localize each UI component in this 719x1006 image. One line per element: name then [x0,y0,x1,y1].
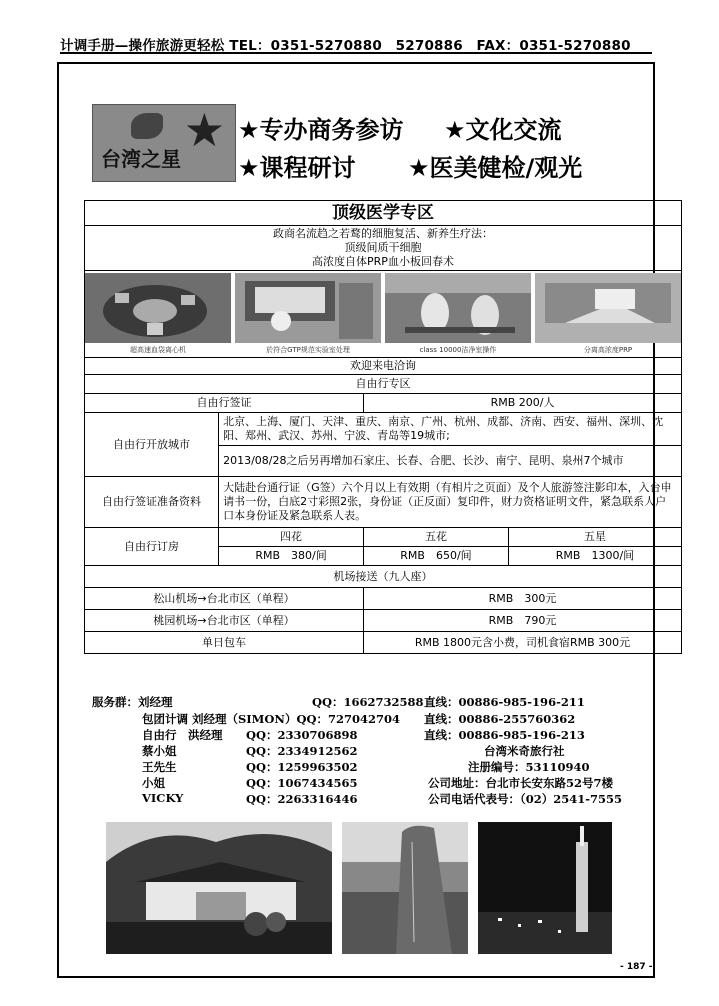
palace-museum-photo [106,822,332,954]
table-title: 顶级医学专区 [85,201,682,226]
intro-text [85,226,682,271]
centrifuge-photo [85,273,231,355]
bird-icon [131,113,163,139]
transfer-price: RMB 300元 [364,588,682,610]
service-qq: QQ：1662732588 [312,695,424,709]
transfer-price: RMB 1800元含小费，司机食宿RMB 300元 [364,632,682,654]
contact-qq: QQ：1259963502 [246,760,358,774]
docs-label: 自由行签证准备资料 [85,477,219,528]
logo-text: 台湾之星 [101,147,181,171]
star-icon: ★ [183,104,225,157]
transfer-title: 机场接送（九人座） [85,566,682,588]
group-label: 包团计调 刘经理（SIMON）QQ：727042704 [142,712,400,726]
photo-caption: 超高速血袋离心机 [130,346,186,354]
medical-photos [85,271,682,358]
service-tel: 直线：00886-985-196-211 [424,695,585,709]
taipei-101-photo [478,822,612,954]
contact-name: 蔡小姐 [142,744,177,758]
cities-label: 自由行开放城市 [85,413,219,477]
hotel-price: RMB 380/间 [219,547,364,566]
free-tel: 直线：00886-985-196-213 [424,728,585,742]
service-label: 服务群：刘经理 [92,695,173,709]
hotel-header: 四花 [219,528,364,547]
prp-separation-photo [535,273,681,355]
page-header: 计调手册—操作旅游更轻松 TEL：0351-5270880 5270886 FAX：0351-5270880 [60,38,631,54]
agency-name: 台湾米奇旅行社 [484,744,565,758]
photo-caption: 於符合GTP规范实验室处理 [266,346,350,354]
services-table [84,200,682,654]
transfer-route: 桃园机场→台北市区（单程） [85,610,364,632]
slogan-medical: ★医美健检/观光 [408,154,583,182]
contact-qq: QQ：1067434565 [246,776,358,790]
free-qq: QQ：2330706898 [246,728,358,742]
cities-added: 2013/08/28之后另再增加石家庄、长春、合肥、长沙、南宁、昆明、泉州7个城市 [219,446,682,477]
registration-number: 注册编号：53110940 [468,760,590,774]
intro-line: 政商名流趋之若鹜的细胞复活、新养生疗法： [273,227,493,240]
free-label: 自由行 洪经理 [142,728,223,742]
section-title: 自由行专区 [85,375,682,394]
contact-name: 王先生 [142,760,177,774]
contact-qq: QQ：2334912562 [246,744,358,758]
slogan-business: ★专办商务参访 [238,116,404,144]
photo-caption: class 10000洁净室操作 [419,346,497,354]
contact-name: VICKY [142,791,184,805]
intro-line: 高浓度自体PRP血小板回春术 [312,255,454,268]
hotel-price: RMB 1300/间 [508,547,681,566]
photo-caption: 分离高浓度PRP [583,346,633,354]
transfer-price: RMB 790元 [364,610,682,632]
cleanroom-photo [385,273,531,355]
page-number: - 187 - [620,962,653,972]
transfer-route: 松山机场→台北市区（单程） [85,588,364,610]
visa-label: 自由行签证 [85,394,364,413]
company-address: 公司地址：台北市长安东路52号7楼 [428,776,614,790]
company-tel: 公司电话代表号：（02）2541-7555 [428,792,623,806]
group-tel: 直线：00886-255760362 [424,712,576,726]
hotel-label: 自由行订房 [85,528,219,566]
hotel-price: RMB 650/间 [364,547,509,566]
visa-price: RMB 200/人 [364,394,682,413]
slogan-courses: ★课程研讨 [238,154,356,182]
docs-text: 大陆赴台通行证（G签）六个月以上有效期（有相片之页面）及个人旅游签注影印本，入台申请书一份，白底2寸彩照2张，身份证（正反面）复印件，财力资格证明文件，紧急联系人户口本身份证及紧急联系人表。 [219,477,682,528]
cities-text: 北京、上海、厦门、天津、重庆、南京、广州、杭州、成都、济南、西安、福州、深圳、沈阳、郑州、武汉、苏州、宁波、青岛等19城市; [219,413,682,446]
sun-moon-lake-photo [342,822,468,954]
hotel-header: 五星 [508,528,681,547]
transfer-route: 单日包车 [85,632,364,654]
intro-line: 顶级间质干细胞 [344,241,422,254]
contact-name: 小姐 [142,776,165,790]
hotel-header: 五花 [364,528,509,547]
contact-qq: QQ：2263316446 [246,792,358,806]
welcome-text: 欢迎来电洽询 [85,358,682,375]
header-divider [60,52,652,54]
gtp-lab-photo [235,273,381,355]
taiwan-star-logo [92,104,236,182]
slogan-culture: ★文化交流 [444,116,562,144]
